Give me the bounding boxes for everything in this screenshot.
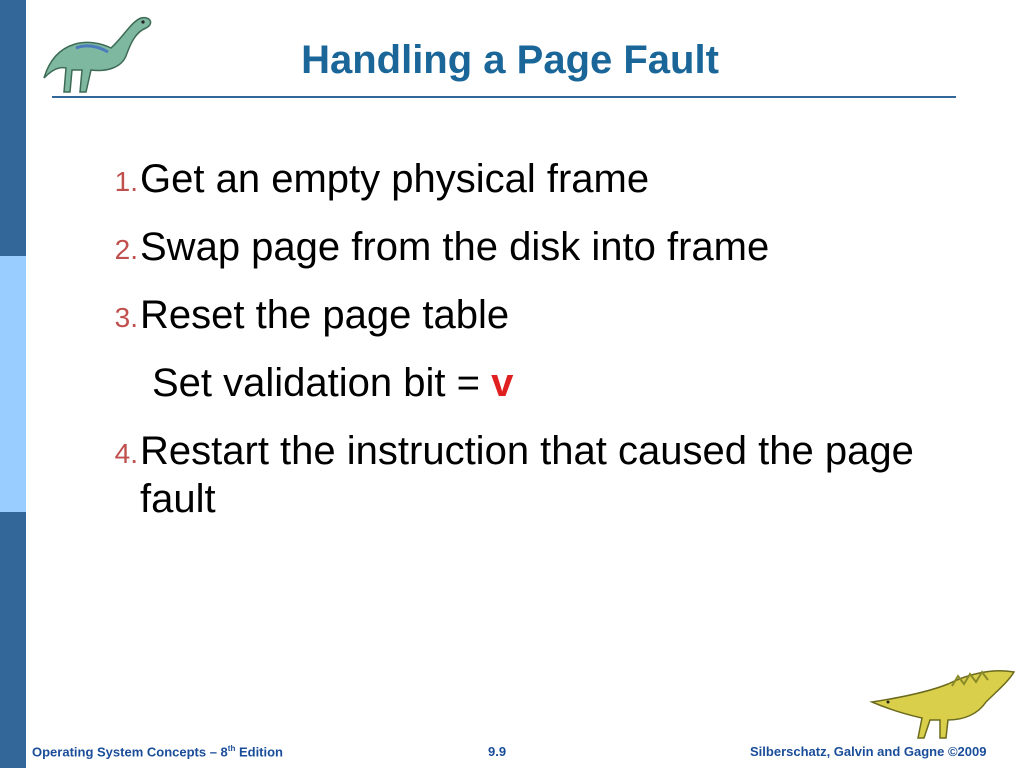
step-text: Get an empty physical frame [140, 157, 650, 201]
step-text: Restart the instruction that caused the page fault [140, 429, 914, 521]
footer-page-number: 9.9 [488, 744, 507, 759]
step-number: 4. [114, 438, 138, 469]
step-text: Swap page from the disk into frame [140, 225, 770, 269]
footer-book-title [32, 744, 283, 759]
footer-authors: Silberschatz, Galvin and Gagne ©2009 [750, 744, 987, 759]
step-number: 3. [114, 302, 138, 333]
left-sidebar [0, 0, 26, 768]
title-divider [52, 96, 956, 98]
validation-bit-value: v [491, 361, 514, 405]
footer-book-title-text: Operating System Concepts – 8 [32, 744, 228, 760]
sub-step-text: Set validation bit = [152, 361, 492, 405]
sidebar-segment-top [0, 0, 26, 256]
list-item [100, 155, 980, 203]
steps-list [100, 155, 980, 523]
list-item [100, 223, 980, 271]
dinosaur-logo-icon [36, 8, 156, 96]
step-text: Reset the page table [140, 293, 510, 337]
sub-step [100, 359, 980, 407]
footer-edition-text: Edition [235, 744, 284, 760]
footer-superscript: th [227, 744, 236, 753]
step-number: 1. [114, 166, 138, 197]
dinosaur-footer-icon [868, 662, 1018, 744]
sidebar-segment-bottom [0, 512, 26, 768]
slide-title: Handling a Page Fault [301, 38, 719, 82]
list-item [100, 427, 980, 523]
list-item [100, 291, 980, 339]
step-number: 2. [114, 234, 138, 265]
sidebar-segment-middle [0, 256, 26, 512]
